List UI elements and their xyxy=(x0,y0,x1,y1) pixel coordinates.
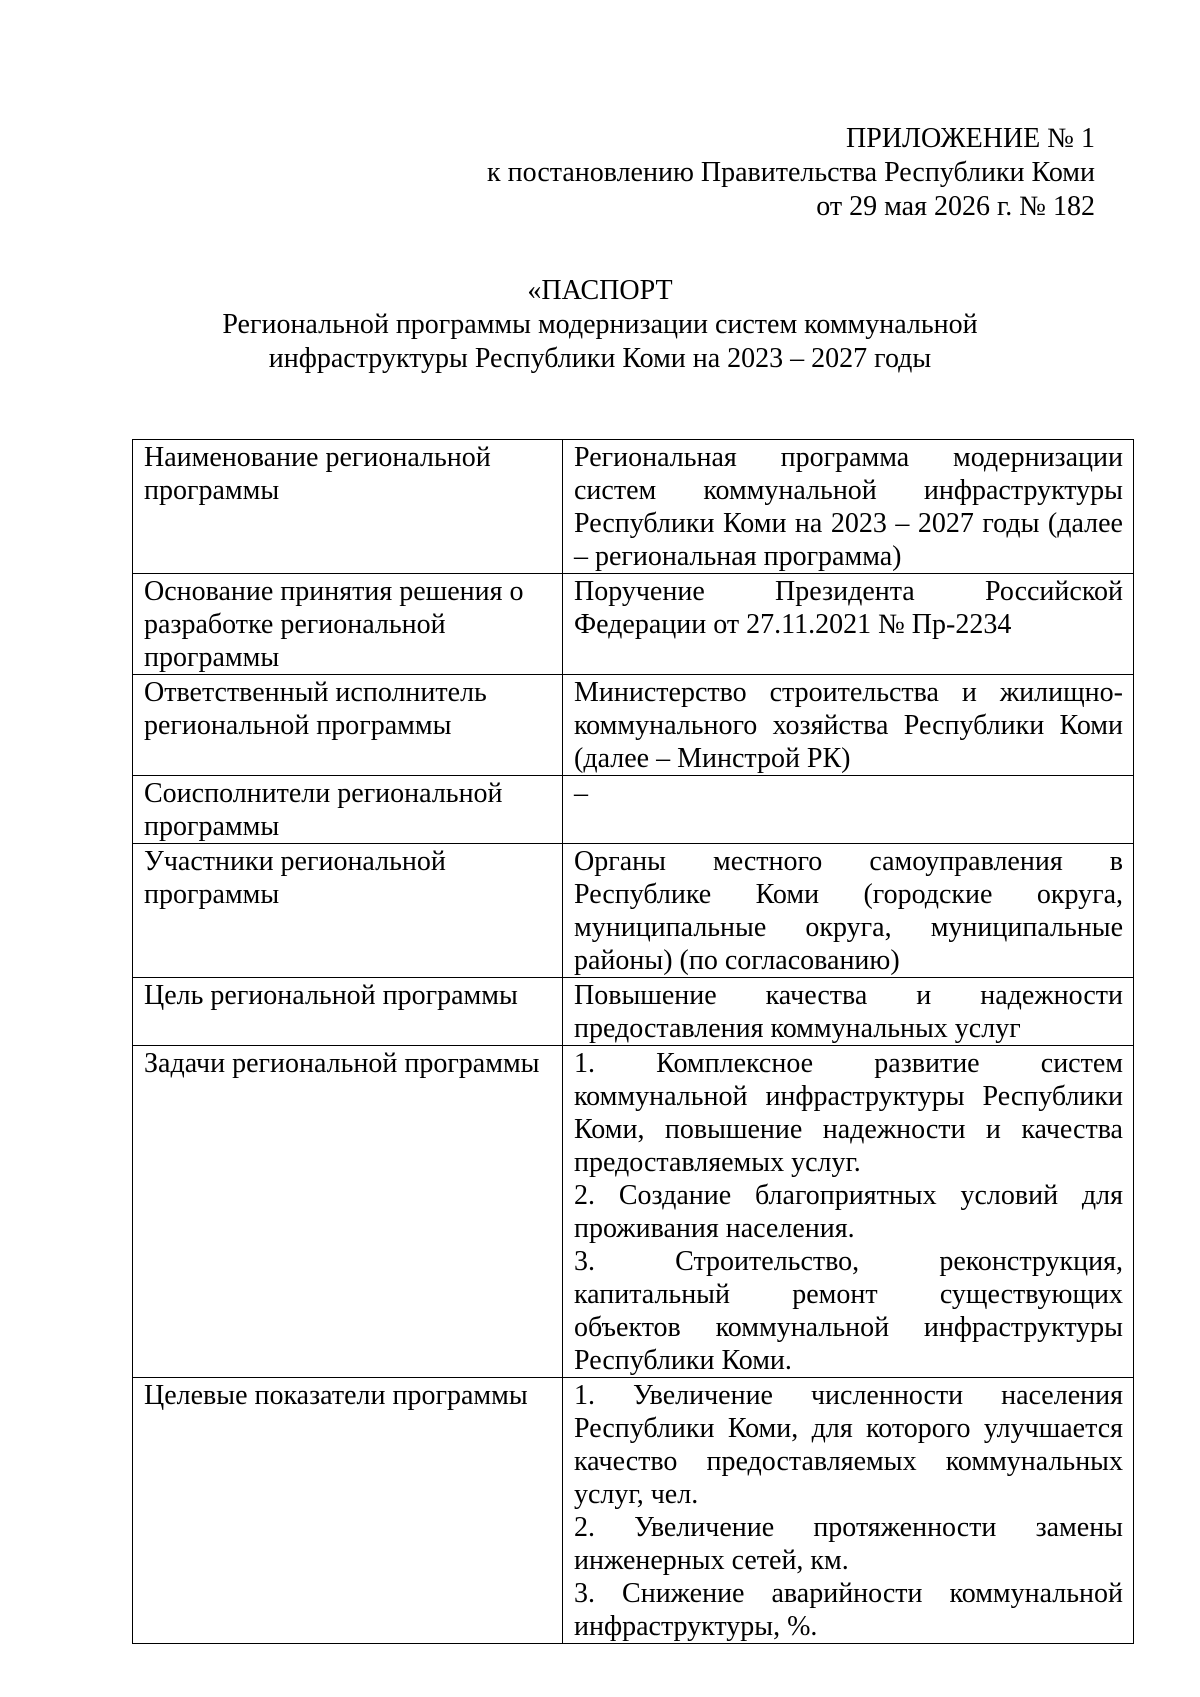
table-row xyxy=(133,1046,1134,1378)
title-passport: «ПАСПОРТ xyxy=(527,275,673,306)
passport-table xyxy=(132,439,1134,1644)
row-label-program-name: Наименование региональной программы xyxy=(133,440,563,574)
row-label-responsible: Ответственный исполнитель региональной программы xyxy=(133,675,563,776)
table-row xyxy=(133,844,1134,978)
table-row xyxy=(133,1378,1134,1644)
row-label-participants: Участники региональной программы xyxy=(133,844,563,978)
task-item-2: 2. Создание благоприятных условий для проживания населения. xyxy=(574,1180,1123,1244)
table-row xyxy=(133,978,1134,1046)
table-row xyxy=(133,776,1134,844)
title-program-line2: инфраструктуры Республики Коми на 2023 – 2027 годы xyxy=(268,343,932,374)
row-value-responsible: Министерство строительства и жилищно-коммунального хозяйства Республики Коми (далее – Минстрой РК) xyxy=(563,675,1134,776)
row-value-participants: Органы местного самоуправления в Республике Коми (городские округа, муниципальные округа, муниципальные районы) (по согласованию) xyxy=(563,844,1134,978)
indicator-item-1: 1. Увеличение численности населения Республики Коми, для которого улучшается качество предоставляемых коммунальных услуг, чел. xyxy=(574,1380,1123,1510)
indicator-item-3: 3. Снижение аварийности коммунальной инфраструктуры, %. xyxy=(574,1578,1123,1642)
appendix-header xyxy=(487,122,1095,224)
task-item-1: 1. Комплексное развитие систем коммунальной инфраструктуры Республики Коми, повышение надежности и качества предоставляемых услуг. xyxy=(574,1048,1123,1178)
row-label-tasks: Задачи региональной программы xyxy=(133,1046,563,1378)
row-label-co-executors: Соисполнители региональной программы xyxy=(133,776,563,844)
row-value-indicators xyxy=(563,1378,1134,1644)
row-value-tasks xyxy=(563,1046,1134,1378)
table-row xyxy=(133,440,1134,574)
row-label-indicators: Целевые показатели программы xyxy=(133,1378,563,1644)
appendix-number: ПРИЛОЖЕНИЕ № 1 xyxy=(846,123,1095,154)
task-item-3: 3. Строительство, реконструкция, капитальный ремонт существующих объектов коммунальной инфраструктуры Республики Коми. xyxy=(574,1246,1123,1376)
title-program-line1: Региональной программы модернизации систем коммунальной xyxy=(222,309,978,340)
row-value-co-executors: – xyxy=(563,776,1134,844)
table-row xyxy=(133,574,1134,675)
row-label-goal: Цель региональной программы xyxy=(133,978,563,1046)
row-value-basis: Поручение Президента Российской Федерации от 27.11.2021 № Пр-2234 xyxy=(563,574,1134,675)
indicator-item-2: 2. Увеличение протяженности замены инженерных сетей, км. xyxy=(574,1512,1123,1576)
appendix-resolution-ref: к постановлению Правительства Республики Коми xyxy=(487,157,1095,188)
row-value-program-name: Региональная программа модернизации систем коммунальной инфраструктуры Республики Коми на 2023 – 2027 годы (далее – региональная программа) xyxy=(563,440,1134,574)
row-label-basis: Основание принятия решения о разработке региональной программы xyxy=(133,574,563,675)
row-value-goal: Повышение качества и надежности предоставления коммунальных услуг xyxy=(563,978,1134,1046)
appendix-resolution-date: от 29 мая 2026 г. № 182 xyxy=(816,191,1095,222)
document-title xyxy=(0,274,1200,376)
table-row xyxy=(133,675,1134,776)
